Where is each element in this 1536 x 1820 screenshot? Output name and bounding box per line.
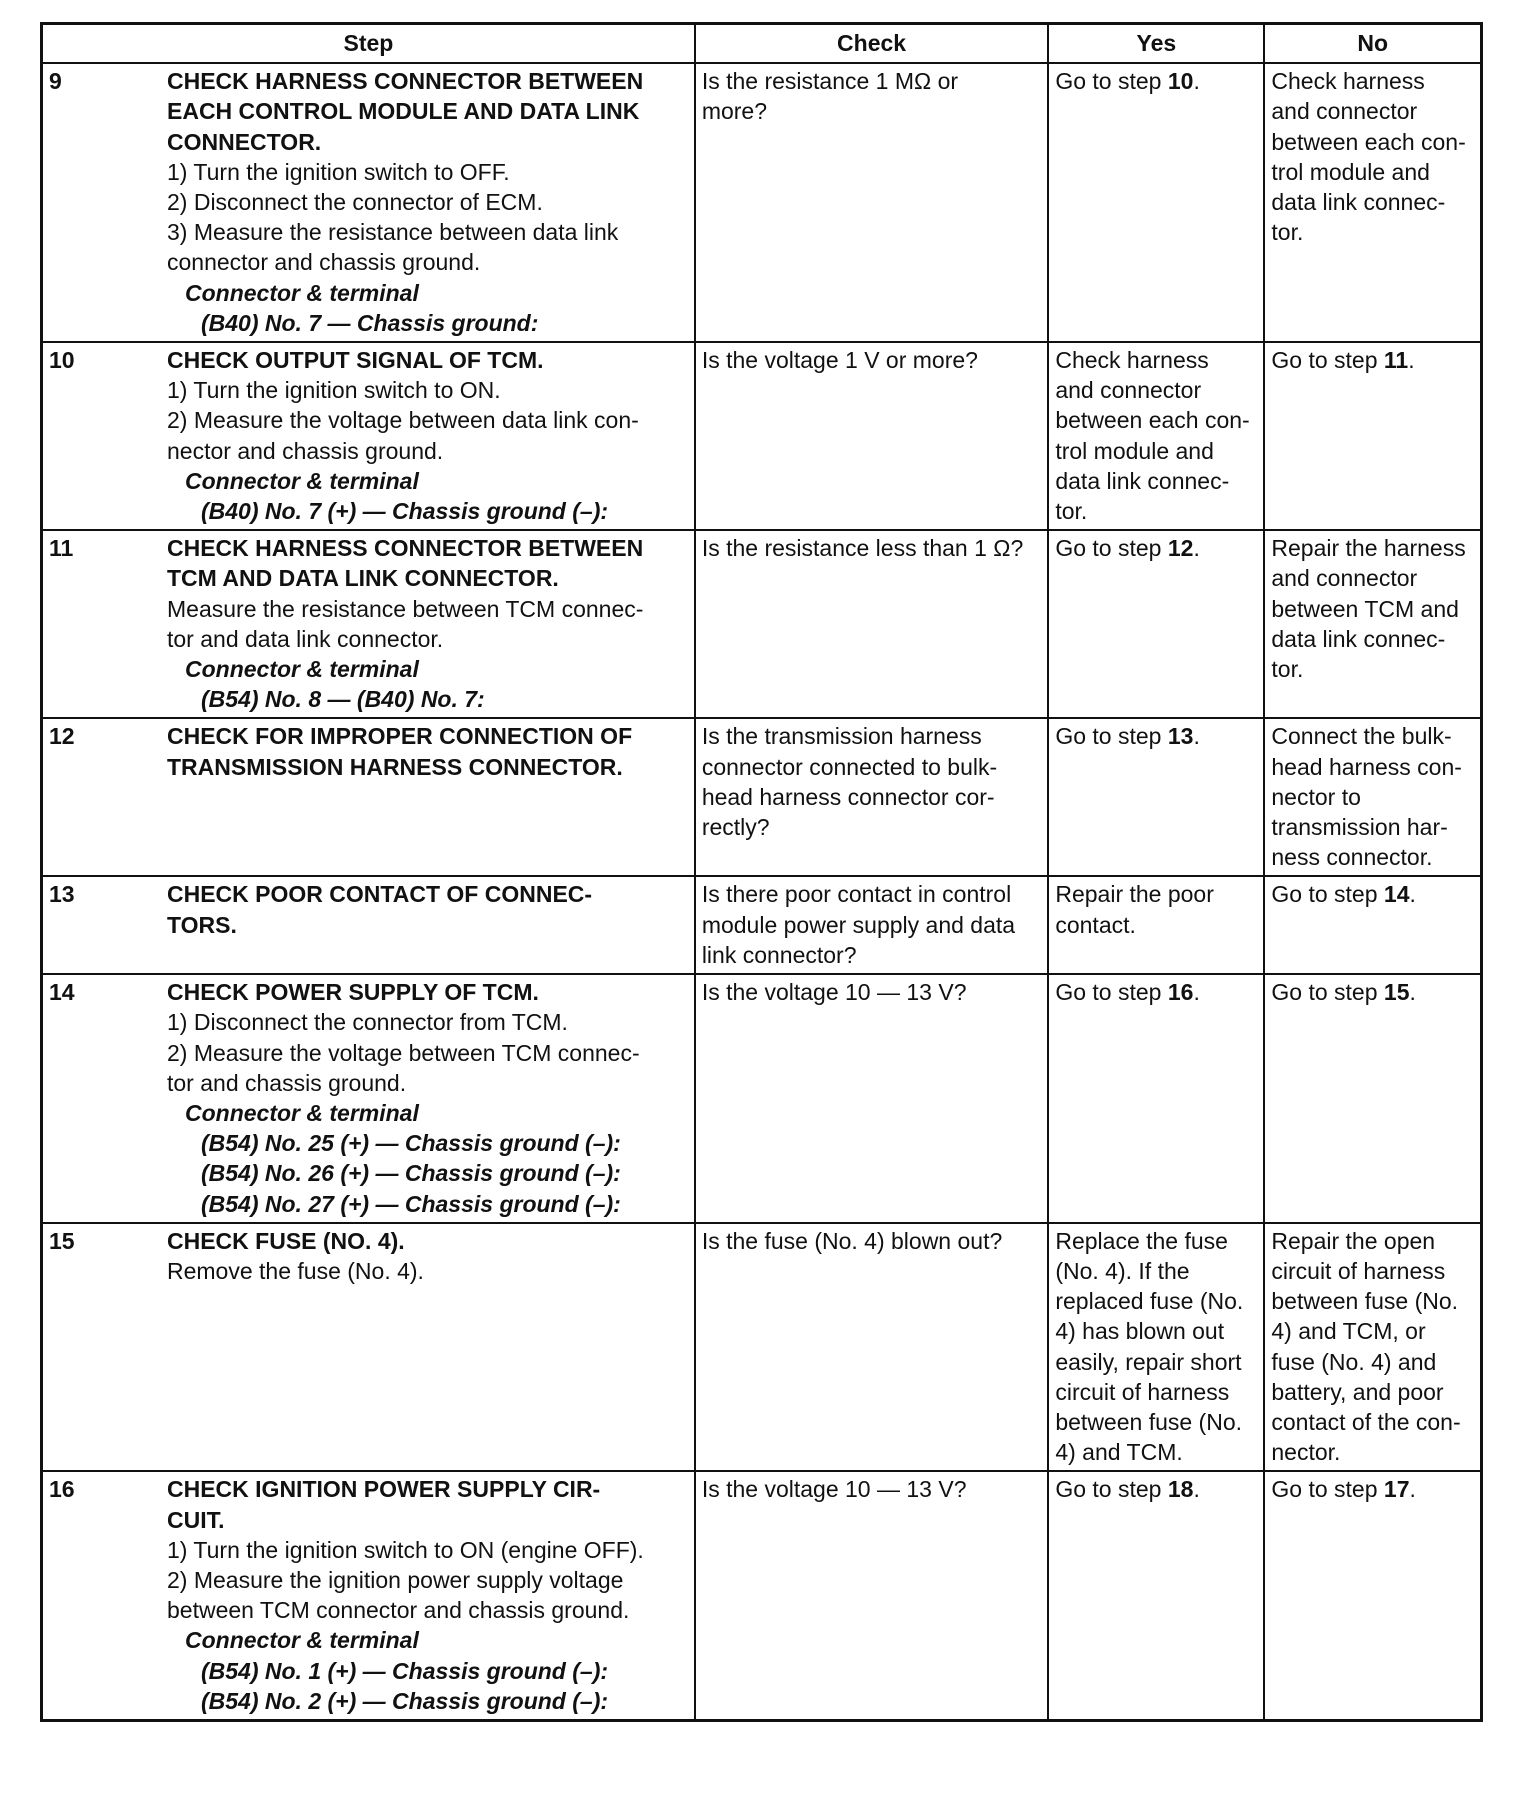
diagnostic-table [40,22,1483,1722]
no-goto: Go to step 15. [1271,979,1416,1006]
no-action-line: battery, and poor [1271,1378,1444,1405]
check-question-line: Is there poor contact in control [701,881,1012,908]
no-action-line: trol module and [1271,158,1430,185]
no-goto-step-number: 14 [1383,881,1410,908]
no-action-line: ness connector. [1271,844,1433,871]
step-cell [42,342,695,530]
step-cell [42,876,695,974]
step-instruction-line: 1) Turn the ignition switch to ON. [167,377,501,404]
yes-action-line: between fuse (No. [1055,1408,1243,1435]
header-yes: Yes [1048,24,1264,64]
connector-terminal-label: Connector & terminal [185,279,419,306]
yes-goto-step-number: 12 [1167,535,1194,562]
no-action-line: contact of the con- [1271,1408,1461,1435]
step-instruction-line: nector and chassis ground. [167,437,444,464]
table-row [42,1223,1482,1472]
step-number: 13 [49,881,75,908]
yes-action-line: tor. [1055,498,1088,525]
check-cell [695,1223,1049,1472]
check-cell [695,1471,1049,1720]
header-check: Check [695,24,1049,64]
no-action-line: nector. [1271,1439,1341,1466]
yes-action-line: (No. 4). If the [1055,1257,1190,1284]
check-question-line: head harness connector cor- [701,783,995,810]
yes-action-line: replaced fuse (No. [1055,1288,1244,1315]
no-action-line: circuit of harness [1271,1257,1446,1284]
check-question-line: Is the voltage 1 V or more? [701,347,978,374]
terminal-spec-line: (B54) No. 8 — (B40) No. 7: [201,686,485,713]
step-cell [42,974,695,1223]
step-cell [42,1471,695,1720]
step-instruction-line: 3) Measure the resistance between data link [167,219,619,246]
no-goto-step-number: 11 [1383,347,1409,374]
step-title-line: TCM AND DATA LINK CONNECTOR. [167,565,559,592]
yes-action-line: 4) has blown out [1055,1318,1225,1345]
no-cell [1264,1223,1481,1472]
check-cell [695,342,1049,530]
step-instruction-line: 2) Measure the voltage between TCM connec- [167,1039,640,1066]
step-title-line: TRANSMISSION HARNESS CONNECTOR. [167,753,623,780]
step-number: 14 [49,979,75,1006]
yes-goto: Go to step 18. [1055,1476,1200,1503]
header-row [42,24,1482,64]
yes-cell [1048,718,1264,876]
step-cell [42,718,695,876]
step-title-line: TORS. [167,911,237,938]
step-instruction-line: 2) Disconnect the connector of ECM. [167,189,543,216]
connector-terminal-label: Connector & terminal [185,656,419,683]
step-number: 11 [49,535,74,562]
step-title-line: CHECK FOR IMPROPER CONNECTION OF [167,723,633,750]
check-question-line: more? [701,98,768,125]
check-question-line: connector connected to bulk- [701,753,998,780]
check-question-line: Is the transmission harness [701,723,982,750]
yes-cell [1048,530,1264,718]
no-action-line: data link connec- [1271,189,1446,216]
table-row [42,342,1482,530]
step-instruction-line: tor and data link connector. [167,625,444,652]
check-cell [695,530,1049,718]
terminal-spec-line: (B40) No. 7 (+) — Chassis ground (–): [201,498,609,525]
check-cell [695,876,1049,974]
step-instruction-line: tor and chassis ground. [167,1069,407,1096]
table-body [42,63,1482,1720]
step-instruction-line: between TCM connector and chassis ground. [167,1597,630,1624]
step-title-line: EACH CONTROL MODULE AND DATA LINK [167,98,640,125]
no-cell [1264,974,1481,1223]
terminal-spec-line: (B40) No. 7 — Chassis ground: [201,309,539,336]
yes-action-line: data link connec- [1055,467,1230,494]
yes-action-line: circuit of harness [1055,1378,1230,1405]
no-action-line: data link connec- [1271,625,1446,652]
yes-goto-step-number: 18 [1167,1476,1194,1503]
yes-goto-step-number: 10 [1167,68,1194,95]
step-instruction-line: 1) Turn the ignition switch to ON (engine OFF). [167,1536,644,1563]
step-title-line: CHECK FUSE (NO. 4). [167,1227,405,1254]
yes-action-line: contact. [1055,911,1136,938]
no-action-line: Check harness [1271,68,1425,95]
step-number: 9 [49,68,62,95]
step-title-line: CHECK HARNESS CONNECTOR BETWEEN [167,535,644,562]
step-number: 15 [49,1227,75,1254]
table-row [42,876,1482,974]
header-no: No [1264,24,1481,64]
no-action-line: Connect the bulk- [1271,723,1452,750]
table-row [42,1471,1482,1720]
step-cell [42,63,695,342]
check-cell [695,718,1049,876]
yes-action-line: easily, repair short [1055,1348,1242,1375]
step-number: 10 [49,347,75,374]
yes-action-line: Check harness [1055,347,1209,374]
step-title-line: CHECK OUTPUT SIGNAL OF TCM. [167,347,544,374]
check-question-line: Is the resistance less than 1 Ω? [701,535,1024,562]
no-cell [1264,342,1481,530]
terminal-spec-line: (B54) No. 2 (+) — Chassis ground (–): [201,1687,609,1714]
yes-action-line: between each con- [1055,407,1250,434]
table-row [42,718,1482,876]
yes-cell [1048,876,1264,974]
check-question-line: link connector? [701,941,857,968]
no-goto: Go to step 11. [1271,347,1415,374]
check-question-line: Is the fuse (No. 4) blown out? [701,1227,1003,1254]
step-cell [42,1223,695,1472]
no-cell [1264,718,1481,876]
step-title-line: CONNECTOR. [167,128,322,155]
yes-action-line: trol module and [1055,437,1214,464]
no-action-line: 4) and TCM, or [1271,1318,1426,1345]
step-instruction-line: Measure the resistance between TCM connec- [167,595,644,622]
no-action-line: nector to [1271,783,1361,810]
check-question-line: Is the voltage 10 — 13 V? [701,979,967,1006]
no-goto-step-number: 15 [1383,979,1410,1006]
step-number: 16 [49,1476,75,1503]
no-goto: Go to step 14. [1271,881,1416,908]
terminal-spec-line: (B54) No. 1 (+) — Chassis ground (–): [201,1657,609,1684]
no-action-line: Repair the open [1271,1227,1436,1254]
no-action-line: Repair the harness [1271,535,1466,562]
yes-cell [1048,63,1264,342]
check-cell [695,974,1049,1223]
step-title-line: CHECK POWER SUPPLY OF TCM. [167,979,539,1006]
no-action-line: fuse (No. 4) and [1271,1348,1437,1375]
yes-cell [1048,974,1264,1223]
no-cell [1264,876,1481,974]
yes-goto-step-number: 13 [1167,723,1194,750]
yes-goto: Go to step 10. [1055,68,1200,95]
connector-terminal-label: Connector & terminal [185,467,419,494]
yes-goto-step-number: 16 [1167,979,1194,1006]
yes-goto: Go to step 16. [1055,979,1200,1006]
check-question-line: rectly? [701,814,770,841]
table-row [42,63,1482,342]
no-action-line: between fuse (No. [1271,1288,1459,1315]
terminal-spec-line: (B54) No. 26 (+) — Chassis ground (–): [201,1160,621,1187]
yes-cell [1048,1471,1264,1720]
no-goto: Go to step 17. [1271,1476,1416,1503]
check-question-line: module power supply and data [701,911,1016,938]
no-action-line: between TCM and [1271,595,1459,622]
no-action-line: tor. [1271,656,1304,683]
table-row [42,974,1482,1223]
connector-terminal-label: Connector & terminal [185,1099,419,1126]
yes-action-line: and connector [1055,377,1202,404]
no-cell [1264,63,1481,342]
step-title-line: CHECK HARNESS CONNECTOR BETWEEN [167,68,644,95]
no-action-line: tor. [1271,219,1304,246]
connector-terminal-label: Connector & terminal [185,1627,419,1654]
step-cell [42,530,695,718]
no-action-line: and connector [1271,98,1418,125]
check-question-line: Is the resistance 1 MΩ or [701,68,959,95]
terminal-spec-line: (B54) No. 25 (+) — Chassis ground (–): [201,1130,621,1157]
step-number: 12 [49,723,75,750]
no-goto-step-number: 17 [1383,1476,1410,1503]
yes-action-line: Repair the poor [1055,881,1214,908]
step-title-line: CHECK POOR CONTACT OF CONNEC- [167,881,593,908]
yes-goto: Go to step 13. [1055,723,1200,750]
no-action-line: head harness con- [1271,753,1462,780]
check-cell [695,63,1049,342]
header-step: Step [42,24,695,64]
yes-cell [1048,342,1264,530]
yes-action-line: Replace the fuse [1055,1227,1228,1254]
no-cell [1264,530,1481,718]
no-cell [1264,1471,1481,1720]
yes-goto: Go to step 12. [1055,535,1200,562]
no-action-line: and connector [1271,565,1418,592]
no-action-line: between each con- [1271,128,1466,155]
terminal-spec-line: (B54) No. 27 (+) — Chassis ground (–): [201,1190,621,1217]
step-instruction-line: 1) Turn the ignition switch to OFF. [167,158,510,185]
diagnostic-table-sheet [40,22,1483,1722]
table-row [42,530,1482,718]
step-instruction-line: 2) Measure the voltage between data link con- [167,407,639,434]
step-instruction-line: 2) Measure the ignition power supply voltage [167,1566,624,1593]
yes-cell [1048,1223,1264,1472]
yes-action-line: 4) and TCM. [1055,1439,1183,1466]
step-instruction-line: connector and chassis ground. [167,249,481,276]
step-instruction-line: 1) Disconnect the connector from TCM. [167,1009,568,1036]
check-question-line: Is the voltage 10 — 13 V? [701,1476,967,1503]
no-action-line: transmission har- [1271,814,1448,841]
step-title-line: CUIT. [167,1506,225,1533]
step-title-line: CHECK IGNITION POWER SUPPLY CIR- [167,1476,601,1503]
step-instruction-line: Remove the fuse (No. 4). [167,1257,424,1284]
